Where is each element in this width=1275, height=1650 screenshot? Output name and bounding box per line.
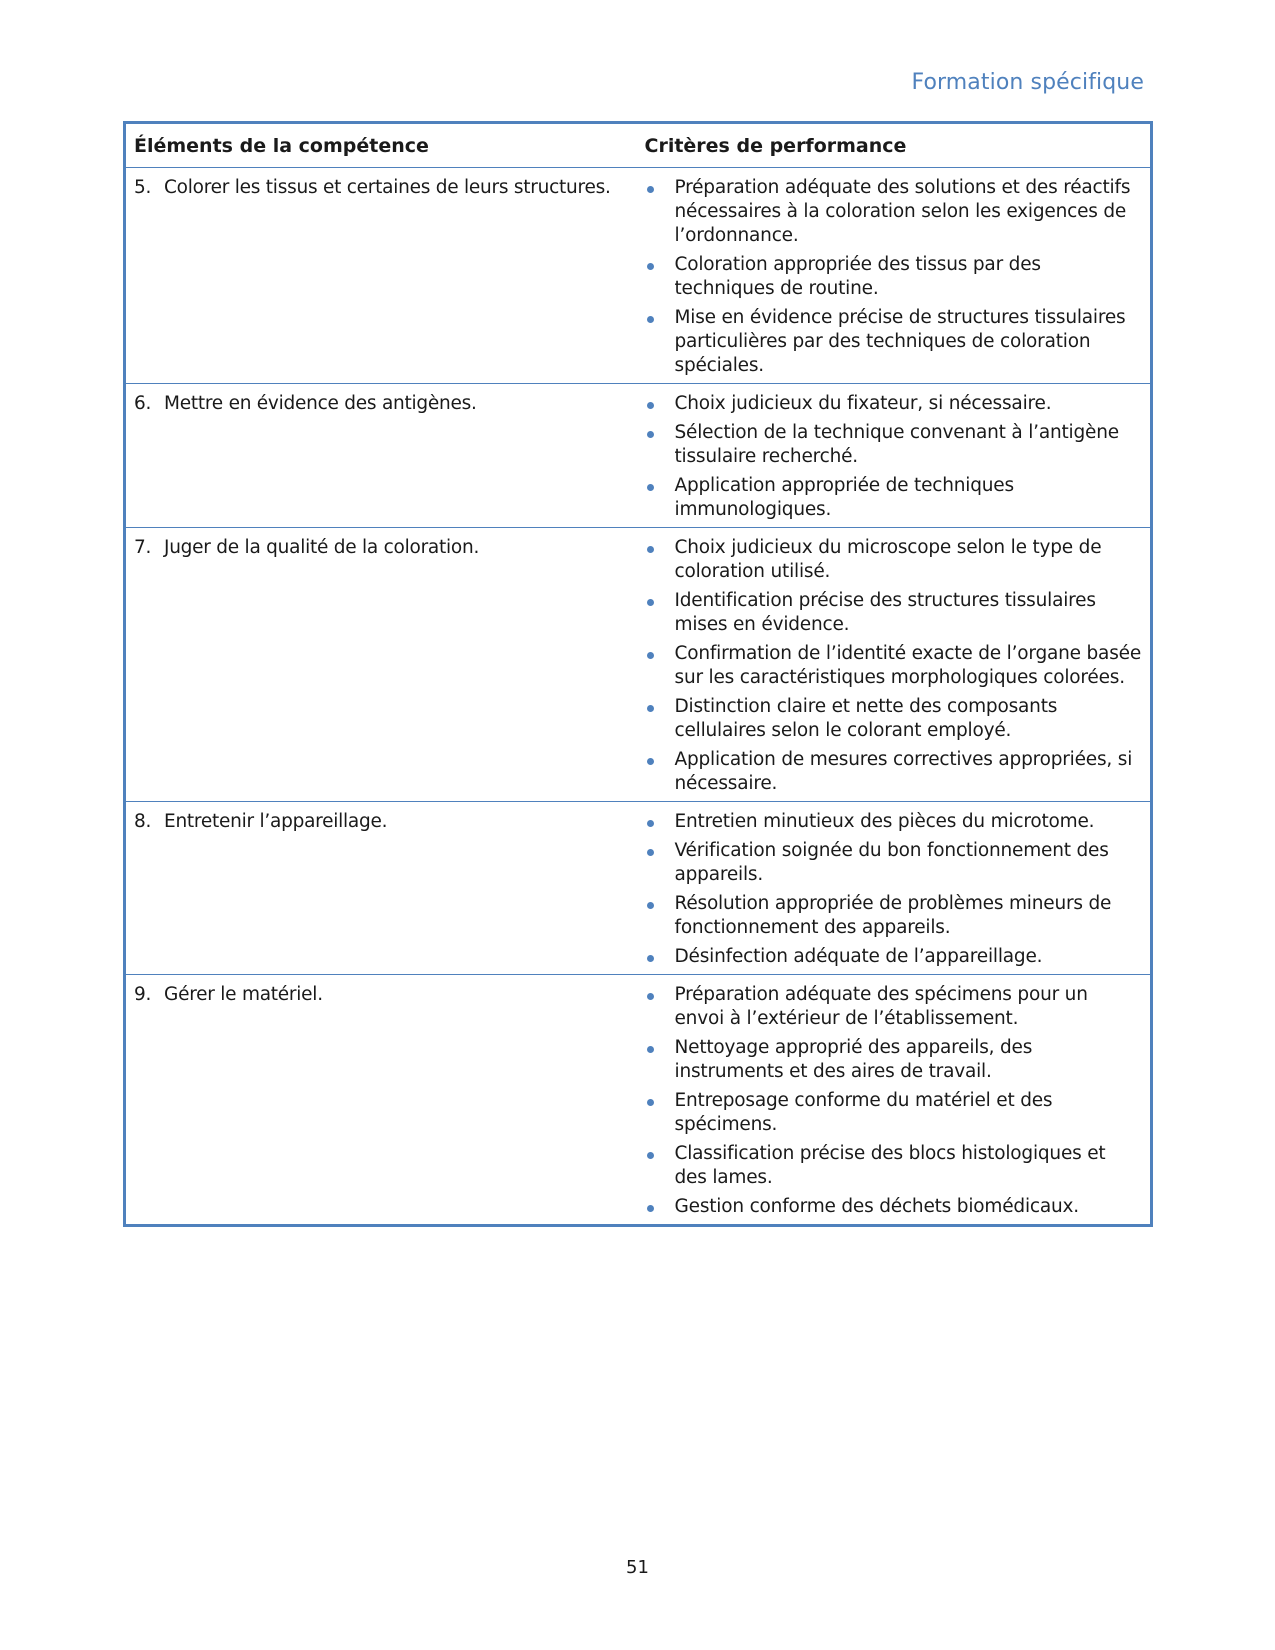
criteria-text: Désinfection adéquate de l’appareillage.: [674, 946, 1043, 967]
bullet-icon: [647, 902, 654, 909]
criteria-item: [645, 306, 1143, 378]
criteria-list: [645, 983, 1143, 1219]
criteria-text: Mise en évidence précise de structures tissulaires particulières par des techniques de coloration spéciales.: [674, 307, 1126, 376]
bullet-icon: [647, 652, 654, 659]
bullet-icon: [647, 431, 654, 438]
criteria-text: Classification précise des blocs histologiques et des lames.: [674, 1143, 1106, 1188]
element-cell: [125, 975, 637, 1226]
criteria-item: [645, 392, 1143, 416]
criteria-text: Application appropriée de techniques immunologiques.: [674, 475, 1014, 520]
criteria-item: [645, 983, 1143, 1031]
criteria-item: [645, 945, 1143, 969]
criteria-text: Choix judicieux du fixateur, si nécessaire.: [674, 393, 1052, 414]
criteria-text: Application de mesures correctives appropriées, si nécessaire.: [674, 749, 1133, 794]
element-cell: [125, 802, 637, 975]
bullet-icon: [647, 820, 654, 827]
criteria-item: [645, 1036, 1143, 1084]
running-header: Formation spécifique: [911, 70, 1144, 95]
element-number: 5.: [134, 177, 152, 198]
table-row: [125, 528, 1152, 802]
criteria-list: [645, 392, 1143, 522]
criteria-cell: [637, 528, 1152, 802]
element-cell: [125, 168, 637, 384]
criteria-item: [645, 810, 1143, 834]
table-row: [125, 802, 1152, 975]
table-header-row: [125, 123, 1152, 168]
element-cell: [125, 528, 637, 802]
bullet-icon: [647, 1099, 654, 1106]
criteria-text: Nettoyage approprié des appareils, des instruments et des aires de travail.: [674, 1037, 1033, 1082]
criteria-cell: [637, 168, 1152, 384]
criteria-item: [645, 253, 1143, 301]
element-number: 9.: [134, 984, 152, 1005]
bullet-icon: [647, 758, 654, 765]
criteria-text: Préparation adéquate des solutions et des réactifs nécessaires à la coloration selon les exigences de l’ordonnance.: [674, 177, 1131, 246]
criteria-item: [645, 589, 1143, 637]
criteria-list: [645, 810, 1143, 969]
criteria-item: [645, 1089, 1143, 1137]
criteria-item: [645, 474, 1143, 522]
bullet-icon: [647, 1152, 654, 1159]
bullet-icon: [647, 955, 654, 962]
bullet-icon: [647, 546, 654, 553]
bullet-icon: [647, 484, 654, 491]
element-text: Juger de la qualité de la coloration.: [164, 537, 480, 558]
criteria-item: [645, 1142, 1143, 1190]
criteria-item: [645, 176, 1143, 248]
criteria-list: [645, 176, 1143, 378]
criteria-cell: [637, 975, 1152, 1226]
table-row: [125, 384, 1152, 528]
bullet-icon: [647, 402, 654, 409]
criteria-item: [645, 536, 1143, 584]
element-text: Mettre en évidence des antigènes.: [164, 393, 477, 414]
criteria-text: Sélection de la technique convenant à l’antigène tissulaire recherché.: [674, 422, 1119, 467]
criteria-item: [645, 421, 1143, 469]
criteria-item: [645, 748, 1143, 796]
criteria-text: Confirmation de l’identité exacte de l’organe basée sur les caractéristiques morphologiques colorées.: [674, 643, 1142, 688]
element-text: Gérer le matériel.: [164, 984, 323, 1005]
element-number: 6.: [134, 393, 152, 414]
criteria-text: Choix judicieux du microscope selon le type de coloration utilisé.: [674, 537, 1102, 582]
criteria-text: Distinction claire et nette des composants cellulaires selon le colorant employé.: [674, 696, 1058, 741]
element-number: 8.: [134, 811, 152, 832]
criteria-text: Gestion conforme des déchets biomédicaux.: [674, 1196, 1079, 1217]
element-text: Colorer les tissus et certaines de leurs structures.: [164, 177, 611, 198]
competence-table: [123, 121, 1153, 1227]
criteria-item: [645, 1195, 1143, 1219]
criteria-text: Préparation adéquate des spécimens pour un envoi à l’extérieur de l’établissement.: [674, 984, 1088, 1029]
criteria-item: [645, 642, 1143, 690]
criteria-text: Résolution appropriée de problèmes mineurs de fonctionnement des appareils.: [674, 893, 1112, 938]
bullet-icon: [647, 316, 654, 323]
bullet-icon: [647, 993, 654, 1000]
criteria-cell: [637, 802, 1152, 975]
criteria-list: [645, 536, 1143, 796]
bullet-icon: [647, 705, 654, 712]
element-number: 7.: [134, 537, 152, 558]
bullet-icon: [647, 263, 654, 270]
criteria-cell: [637, 384, 1152, 528]
bullet-icon: [647, 849, 654, 856]
criteria-text: Entretien minutieux des pièces du microtome.: [674, 811, 1095, 832]
criteria-text: Identification précise des structures tissulaires mises en évidence.: [674, 590, 1096, 635]
page-number: 51: [626, 1557, 649, 1578]
criteria-text: Entreposage conforme du matériel et des spécimens.: [674, 1090, 1053, 1135]
element-cell: [125, 384, 637, 528]
table-row: [125, 975, 1152, 1226]
criteria-item: [645, 839, 1143, 887]
bullet-icon: [647, 1046, 654, 1053]
bullet-icon: [647, 186, 654, 193]
table-row: [125, 168, 1152, 384]
criteria-item: [645, 695, 1143, 743]
criteria-item: [645, 892, 1143, 940]
column-header-criteria: Critères de performance: [637, 123, 1152, 168]
competence-table-container: [123, 121, 1153, 1227]
criteria-text: Coloration appropriée des tissus par des techniques de routine.: [674, 254, 1041, 299]
element-text: Entretenir l’appareillage.: [164, 811, 388, 832]
bullet-icon: [647, 1205, 654, 1212]
column-header-elements: Éléments de la compétence: [125, 123, 637, 168]
bullet-icon: [647, 599, 654, 606]
criteria-text: Vérification soignée du bon fonctionnement des appareils.: [674, 840, 1109, 885]
